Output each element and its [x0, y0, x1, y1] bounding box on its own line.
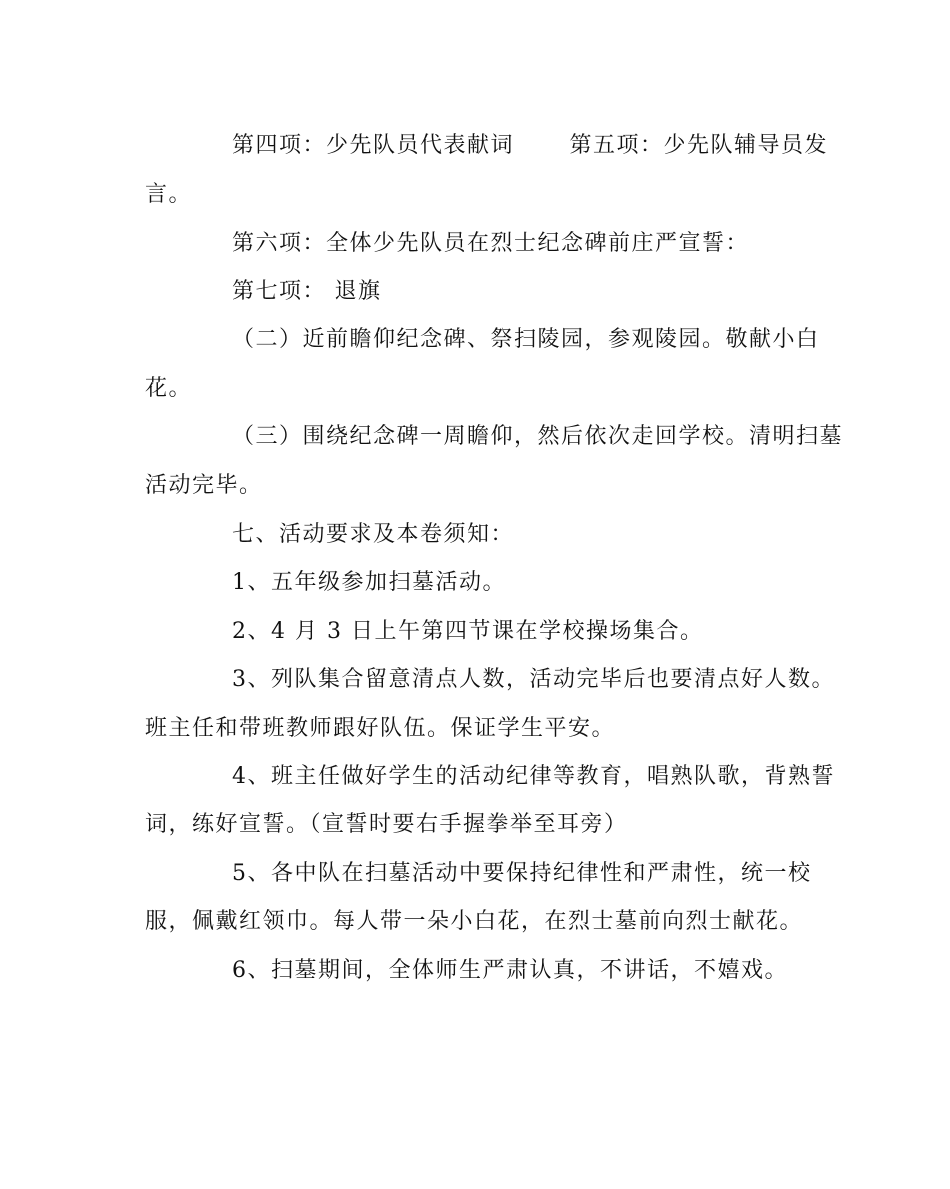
- text-line: （二）近前瞻仰纪念碑、祭扫陵园，参观陵园。敬献小白: [232, 327, 820, 352]
- text-line: 花。: [145, 376, 193, 401]
- text-line: 第六项：全体少先队员在烈士纪念碑前庄严宣誓：: [232, 231, 750, 256]
- text-line: 3、列队集合留意清点人数，活动完毕后也要清点好人数。: [232, 667, 835, 692]
- text-line: 服，佩戴红领巾。每人带一朵小白花，在烈士墓前向烈士献花。: [145, 909, 804, 934]
- text-line: 言。: [145, 182, 193, 207]
- text-line: 4、班主任做好学生的活动纪律等教育，唱熟队歌，背熟誓: [232, 764, 835, 789]
- text-line: 6、扫墓期间，全体师生严肃认真，不讲话，不嬉戏。: [232, 958, 788, 983]
- text-line: 活动完毕。: [145, 473, 263, 498]
- text-line: 第七项： 退旗: [232, 279, 382, 304]
- text-line: 1、五年级参加扫墓活动。: [232, 570, 506, 595]
- text-line: 班主任和带班教师跟好队伍。保证学生平安。: [145, 716, 616, 741]
- text-line: 5、各中队在扫墓活动中要保持纪律性和严肃性，统一校: [232, 861, 812, 886]
- text-line: 第四项：少先队员代表献词 第五项：少先队辅导员发: [232, 133, 828, 158]
- text-line: 2、4 月 3 日上午第四节课在学校操场集合。: [232, 619, 704, 644]
- text-line: （三）围绕纪念碑一周瞻仰，然后依次走回学校。清明扫墓: [232, 424, 844, 449]
- text-line: 词，练好宣誓。（宣誓时要右手握拳举至耳旁）: [145, 812, 628, 837]
- section-heading: 七、活动要求及本卷须知：: [232, 522, 515, 547]
